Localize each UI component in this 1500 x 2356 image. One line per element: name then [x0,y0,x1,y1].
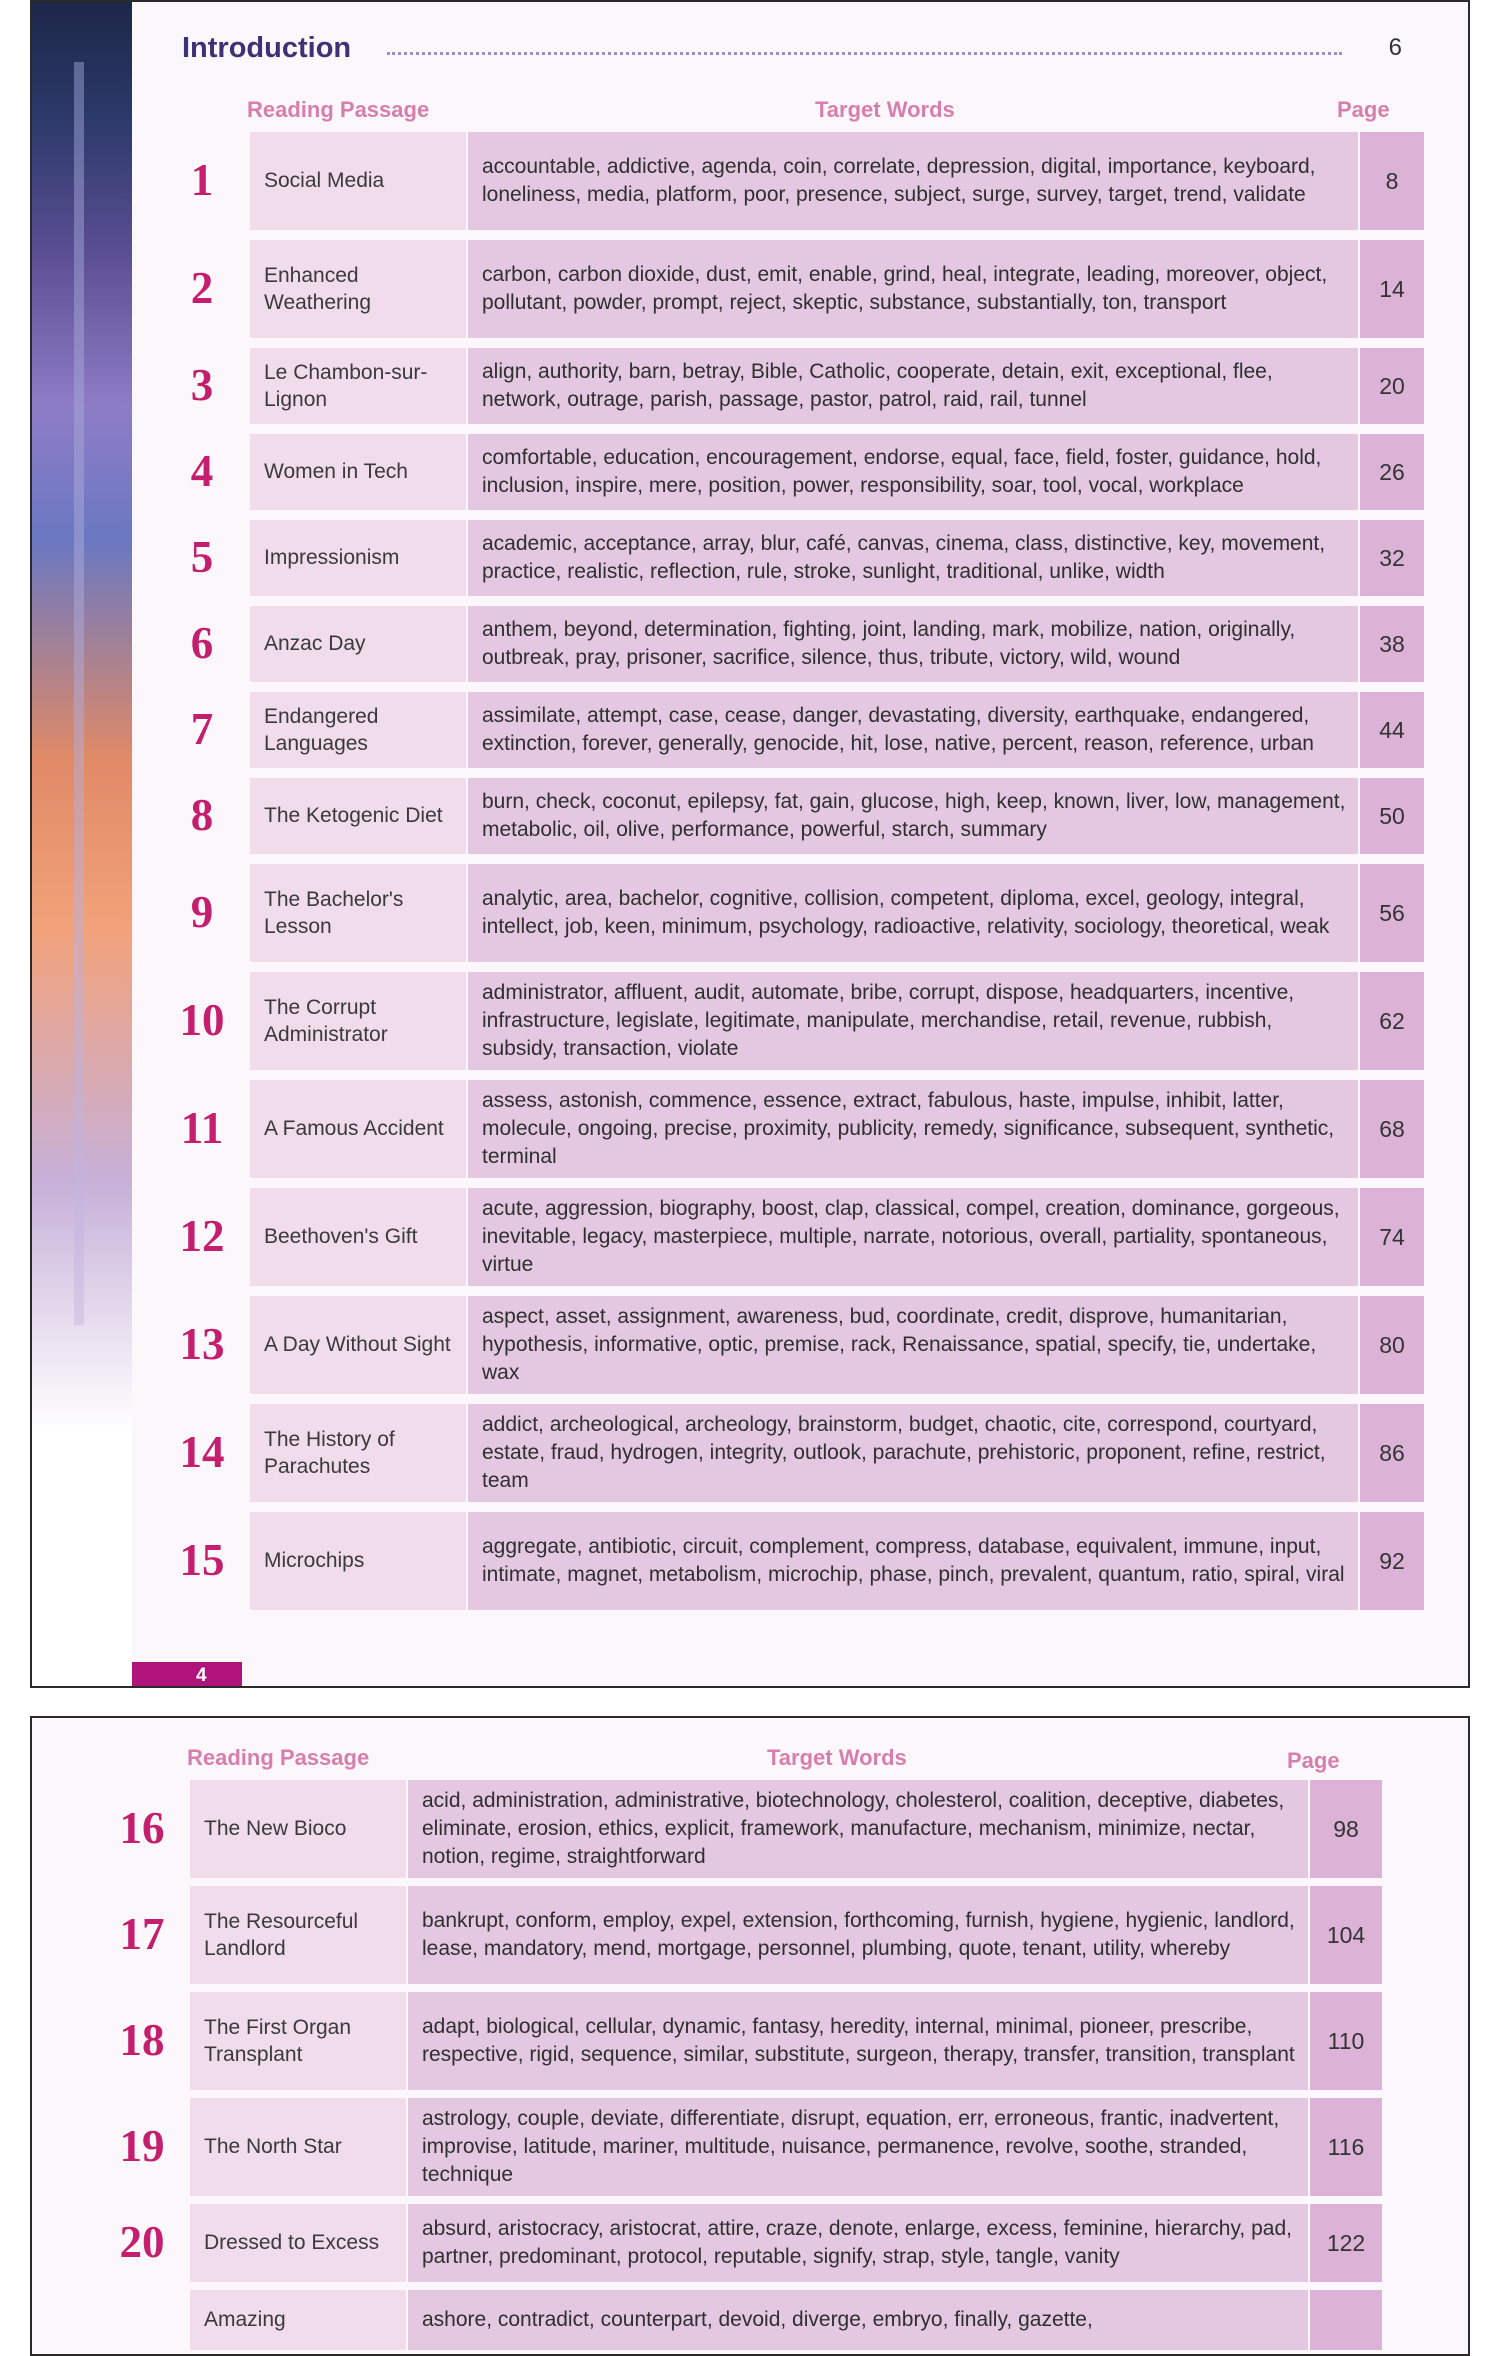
page-reference: 26 [1360,434,1424,510]
header-reading-passage: Reading Passage [247,97,430,122]
contents-row[interactable] [32,864,1468,962]
target-words: ashore, contradict, counterpart, devoid, diverge, embryo, finally, gazette, [408,2290,1308,2350]
page-reference: 62 [1360,972,1424,1070]
page-reference: 98 [1310,1780,1382,1878]
header-page: Page [1337,97,1390,122]
contents-row[interactable] [32,2290,1468,2350]
page-reference: 38 [1360,606,1424,682]
contents-row[interactable] [32,2204,1468,2282]
target-words: analytic, area, bachelor, cognitive, collision, competent, diploma, excel, geology, integral, intellect, job, keen, minimum, psychology, radioactive, relativity, sociology, theoretical, weak [468,864,1358,962]
passage-title: The Corrupt Administrator [250,972,466,1070]
target-words: anthem, beyond, determination, fighting, joint, landing, mark, mobilize, nation, originally, outbreak, pray, prisoner, sacrifice, silence, thus, tribute, victory, wild, wound [468,606,1358,682]
passage-number: 20 [119,2217,165,2267]
passage-number: 7 [190,704,214,754]
contents-row[interactable] [32,1188,1468,1286]
passage-title: Amazing [190,2290,406,2350]
page-reference: 92 [1360,1512,1424,1610]
passage-number: 12 [179,1211,225,1261]
introduction-page-number: 6 [1388,34,1402,61]
page-reference: 68 [1360,1080,1424,1178]
contents-row[interactable] [32,348,1468,424]
target-words: aspect, asset, assignment, awareness, bud, coordinate, credit, disprove, humanitarian, hypothesis, informative, optic, premise, rack, Renaissance, spatial, specify, tie, undertake, wax [468,1296,1358,1394]
page-reference: 86 [1360,1404,1424,1502]
target-words: accountable, addictive, agenda, coin, correlate, depression, digital, importance, keyboard, loneliness, media, platform, poor, presence, subject, surge, survey, target, trend, validate [468,132,1358,230]
target-words: acid, administration, administrative, biotechnology, cholesterol, coalition, deceptive, diabetes, eliminate, erosion, ethics, explicit, framework, manufacture, mechanism, minimize, nectar, notion, regime, straightforward [408,1780,1308,1878]
passage-number: 17 [119,1909,165,1959]
dotted-leader [387,52,1342,55]
passage-number: 1 [190,155,214,205]
page-reference: 80 [1360,1296,1424,1394]
passage-title: Social Media [250,132,466,230]
contents-row[interactable] [32,1296,1468,1394]
header-page: Page [1287,1748,1340,1773]
contents-row[interactable] [32,606,1468,682]
contents-row[interactable] [32,2098,1468,2196]
page-reference [1310,2290,1382,2350]
passage-title: The New Bioco [190,1780,406,1878]
book-page-contents-1 [30,0,1470,1688]
book-page-contents-2 [30,1716,1470,2356]
passage-number: 9 [190,887,214,937]
passage-title: The North Star [190,2098,406,2196]
target-words: aggregate, antibiotic, circuit, complement, compress, database, equivalent, immune, input, intimate, magnet, metabolism, microchip, phase, pinch, prevalent, quantum, ratio, spiral, viral [468,1512,1358,1610]
passage-title: The History of Parachutes [250,1404,466,1502]
page-reference: 50 [1360,778,1424,854]
passage-title: Enhanced Weathering [250,240,466,338]
passage-title: Impressionism [250,520,466,596]
passage-number: 15 [179,1535,225,1585]
page-reference: 32 [1360,520,1424,596]
introduction-entry[interactable] [182,32,1402,68]
passage-number: 16 [119,1803,165,1853]
passage-number: 5 [190,532,214,582]
page-number: 4 [132,1662,242,1688]
target-words: astrology, couple, deviate, differentiate, disrupt, equation, err, erroneous, frantic, inadvertent, improvise, latitude, mariner, multitude, nuisance, permanence, revolve, soothe, stranded, technique [408,2098,1308,2196]
passage-number: 13 [179,1319,225,1369]
contents-row[interactable] [32,1512,1468,1610]
page-reference: 74 [1360,1188,1424,1286]
target-words: carbon, carbon dioxide, dust, emit, enable, grind, heal, integrate, leading, moreover, object, pollutant, powder, prompt, reject, skeptic, substance, substantially, ton, transport [468,240,1358,338]
contents-row[interactable] [32,434,1468,510]
page-reference: 20 [1360,348,1424,424]
target-words: acute, aggression, biography, boost, clap, classical, compel, creation, dominance, gorgeous, inevitable, legacy, masterpiece, multiple, narrate, notorious, overall, partiality, spontaneous, virtue [468,1188,1358,1286]
contents-row[interactable] [32,1992,1468,2090]
header-reading-passage: Reading Passage [187,1745,370,1770]
page-reference: 104 [1310,1886,1382,1984]
page-reference: 14 [1360,240,1424,338]
passage-number: 2 [190,263,214,313]
target-words: burn, check, coconut, epilepsy, fat, gain, glucose, high, keep, known, liver, low, management, metabolic, oil, olive, performance, powerful, starch, summary [468,778,1358,854]
passage-number: 18 [119,2015,165,2065]
passage-title: Beethoven's Gift [250,1188,466,1286]
target-words: administrator, affluent, audit, automate, bribe, corrupt, dispose, headquarters, incentive, infrastructure, legislate, legitimate, manipulate, merchandise, retail, revenue, rubbish, subsidy, transaction, violate [468,972,1358,1070]
contents-row[interactable] [32,1886,1468,1984]
page-reference: 122 [1310,2204,1382,2282]
target-words: addict, archeological, archeology, brainstorm, budget, chaotic, cite, correspond, courtyard, estate, fraud, hydrogen, integrity, outlook, parachute, prehistoric, proponent, refine, restrict, team [468,1404,1358,1502]
passage-number: 4 [190,446,214,496]
passage-number: 6 [190,618,214,668]
passage-title: The Ketogenic Diet [250,778,466,854]
target-words: academic, acceptance, array, blur, café, canvas, cinema, class, distinctive, key, movement, practice, realistic, reflection, rule, stroke, sunlight, traditional, unlike, width [468,520,1358,596]
page-reference: 56 [1360,864,1424,962]
header-target-words: Target Words [815,97,955,122]
target-words: bankrupt, conform, employ, expel, extension, forthcoming, furnish, hygiene, hygienic, landlord, lease, mandatory, mend, mortgage, personnel, plumbing, quote, tenant, utility, whereby [408,1886,1308,1984]
page-reference: 110 [1310,1992,1382,2090]
contents-row[interactable] [32,692,1468,768]
target-words: comfortable, education, encouragement, endorse, equal, face, field, foster, guidance, hold, inclusion, inspire, mere, position, power, responsibility, soar, tool, vocal, workplace [468,434,1358,510]
passage-title: A Famous Accident [250,1080,466,1178]
passage-number: 10 [179,995,225,1045]
contents-row[interactable] [32,520,1468,596]
passage-number: 19 [119,2121,165,2171]
passage-number: 8 [190,790,214,840]
contents-row[interactable] [32,1780,1468,1878]
passage-number: 3 [190,360,214,410]
passage-title: The Resourceful Landlord [190,1886,406,1984]
passage-number: 14 [179,1427,225,1477]
passage-title: The Bachelor's Lesson [250,864,466,962]
passage-title: Le Chambon-sur-Lignon [250,348,466,424]
page-reference: 44 [1360,692,1424,768]
contents-row[interactable] [32,240,1468,338]
target-words: assimilate, attempt, case, cease, danger, devastating, diversity, earthquake, endangered, extinction, forever, generally, genocide, hit, lose, native, percent, reason, reference, urban [468,692,1358,768]
header-target-words: Target Words [767,1745,907,1770]
passage-title: Microchips [250,1512,466,1610]
introduction-title: Introduction [182,32,352,64]
contents-row[interactable] [32,1404,1468,1502]
contents-row[interactable] [32,972,1468,1070]
passage-title: Endangered Languages [250,692,466,768]
target-words: adapt, biological, cellular, dynamic, fantasy, heredity, internal, minimal, pioneer, prescribe, respective, rigid, sequence, similar, substitute, surgeon, therapy, transfer, transition, transplant [408,1992,1308,2090]
target-words: absurd, aristocracy, aristocrat, attire, craze, denote, enlarge, excess, feminine, hierarchy, pad, partner, predominant, protocol, reputable, signify, strap, style, tangle, vanity [408,2204,1308,2282]
target-words: assess, astonish, commence, essence, extract, fabulous, haste, impulse, inhibit, latter, molecule, ongoing, precise, proximity, publicity, remedy, significance, subsequent, synthetic, terminal [468,1080,1358,1178]
passage-number: 11 [180,1103,224,1153]
passage-title: Women in Tech [250,434,466,510]
passage-title: A Day Without Sight [250,1296,466,1394]
page-reference: 8 [1360,132,1424,230]
contents-row[interactable] [32,778,1468,854]
passage-title: The First Organ Transplant [190,1992,406,2090]
contents-row[interactable] [32,1080,1468,1178]
passage-title: Anzac Day [250,606,466,682]
passage-title: Dressed to Excess [190,2204,406,2282]
target-words: align, authority, barn, betray, Bible, Catholic, cooperate, detain, exit, exceptional, flee, network, outrage, parish, passage, pastor, patrol, raid, rail, tunnel [468,348,1358,424]
contents-row[interactable] [32,132,1468,230]
page-reference: 116 [1310,2098,1382,2196]
